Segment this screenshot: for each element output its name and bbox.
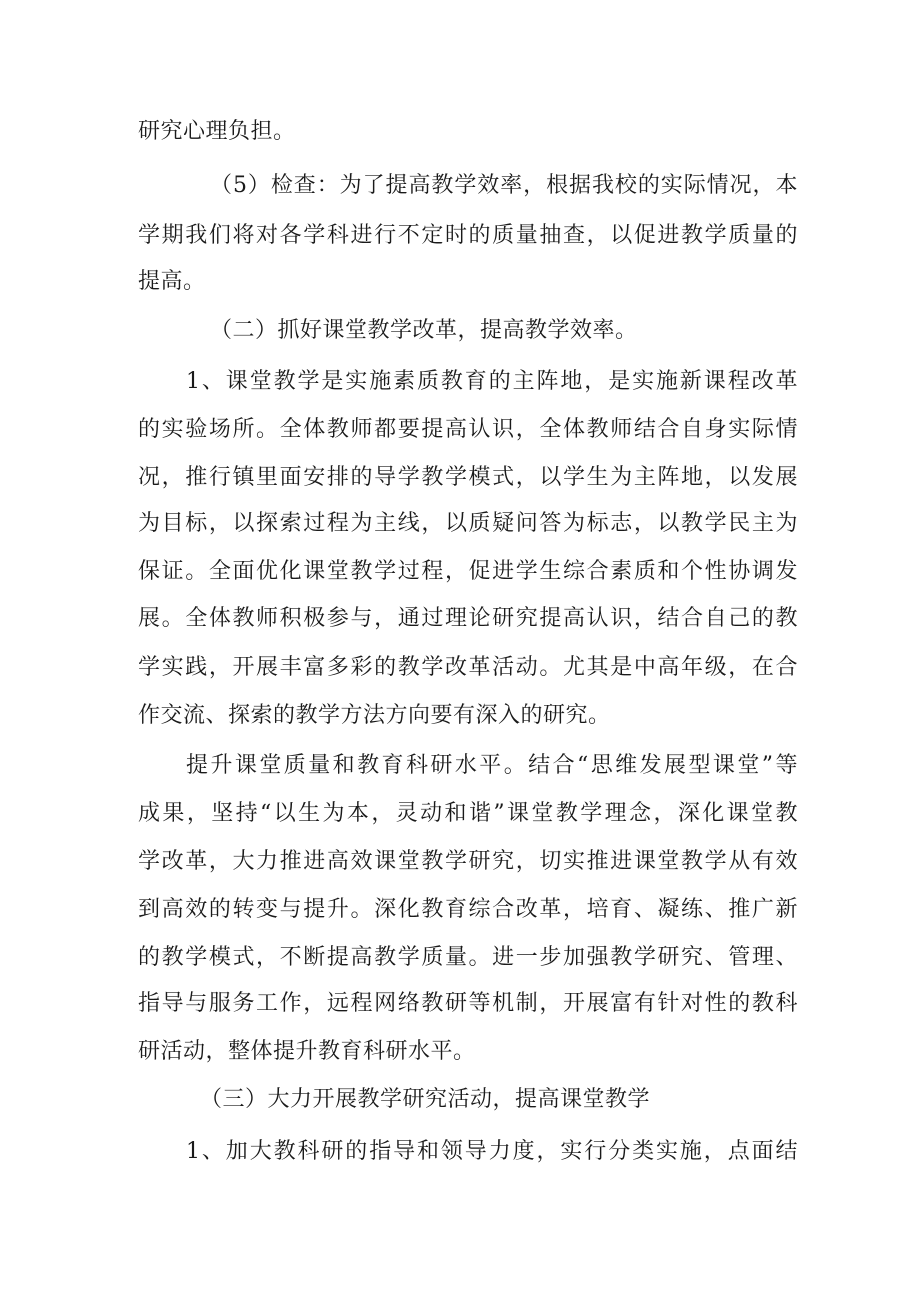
text-line: 成果，坚持“以生为本，灵动和谐”课堂教学理念，深化课堂教 [138,801,798,826]
text-line: 研活动，整体提升教育科研水平。 [138,1039,476,1064]
text-line: 学实践，开展丰富多彩的教学改革活动。尤其是中高年级，在合 [138,655,798,680]
text-line: 保证。全面优化课堂教学过程，促进学生综合素质和个性协调发 [138,559,798,584]
text-line: 学期我们将对各学科进行不定时的质量抽查，以促进教学质量的 [138,223,798,248]
text-line: 的教学模式，不断提高教学质量。进一步加强教学研究、管理、 [138,945,798,970]
text-line: 到高效的转变与提升。深化教育综合改革，培育、凝练、推广新 [138,897,798,922]
section-heading: （三）大力开展教学研究活动，提高课堂教学 [200,1087,651,1112]
text-line: 1、课堂教学是实施素质教育的主阵地，是实施新课程改革 [186,369,798,394]
text-line: 1、加大教科研的指导和领导力度，实行分类实施，点面结 [186,1139,798,1164]
text-line: 指导与服务工作，远程网络教研等机制，开展富有针对性的教科 [138,991,798,1016]
text-line: 提升课堂质量和教育科研水平。结合“思维发展型课堂”等 [186,753,798,778]
text-line: 提高。 [138,269,206,294]
text-line: 研究心理负担。 [138,119,296,144]
text-line: 展。全体教师积极参与，通过理论研究提高认识，结合自己的教 [138,606,798,631]
text-line: 作交流、探索的教学方法方向要有深入的研究。 [138,703,611,728]
text-line: 学改革，大力推进高效课堂教学研究，切实推进课堂教学从有效 [138,849,798,874]
text-line: 的实验场所。全体教师都要提高认识，全体教师结合自身实际情 [138,417,798,442]
text-line: 况，推行镇里面安排的导学教学模式，以学生为主阵地，以发展 [138,465,798,490]
text-line: 为目标，以探索过程为主线，以质疑问答为标志，以教学民主为 [138,511,798,536]
text-line: （5）检查：为了提高教学效率，根据我校的实际情况，本 [210,173,798,198]
section-heading: （二）抓好课堂教学改革，提高教学效率。 [210,318,638,343]
